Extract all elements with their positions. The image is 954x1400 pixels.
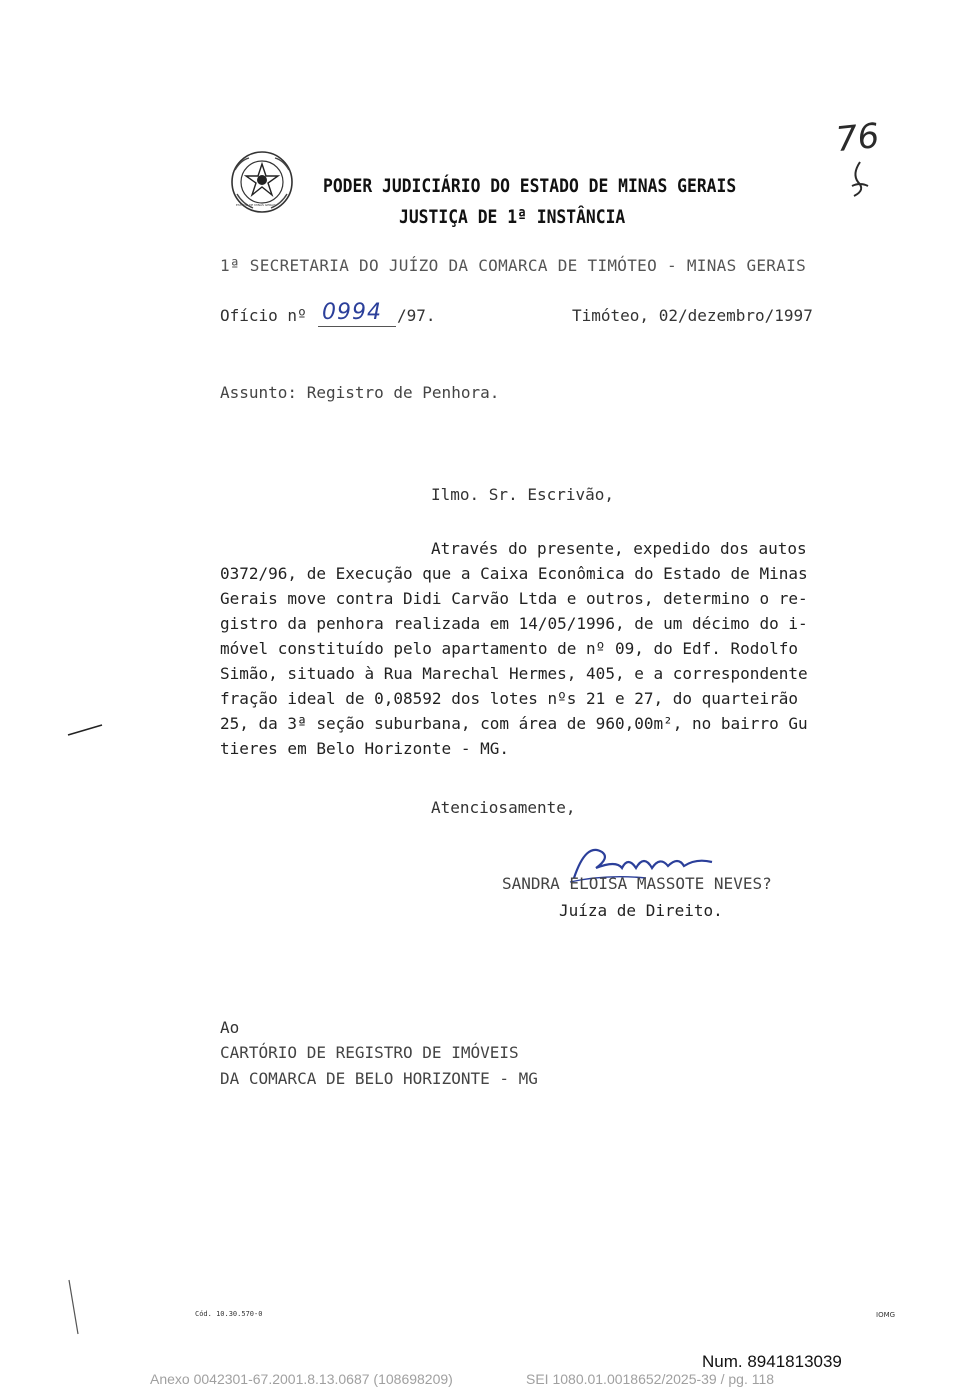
footer-anexo: Anexo 0042301-67.2001.8.13.0687 (108698209) [150,1371,453,1387]
body-line-4: gistro da penhora realizada em 14/05/1996, de um décimo do i- [220,614,808,633]
recipient-line1: Ao [220,1018,240,1037]
seal-inscription: ESTADO DE MINAS GERAIS [236,203,276,207]
place-date: Timóteo, 02/dezembro/1997 [572,306,813,325]
signatory-name: SANDRA ELOISA MASSOTE NEVES? [502,874,772,893]
oficio-label: Ofício nº [220,306,307,325]
subject-line: Assunto: Registro de Penhora. [220,383,500,402]
body-line-6: Simão, situado à Rua Marechal Hermes, 405, e a correspondente [220,664,808,683]
oficio-number-underline [318,326,396,327]
handwritten-rubric-icon [846,160,872,204]
closing: Atenciosamente, [431,798,576,817]
margin-mark [66,722,106,742]
recipient-line2: CARTÓRIO DE REGISTRO DE IMÓVEIS [220,1043,519,1062]
oficio-number-handwritten: 0994 [322,300,382,325]
header-title-line1: PODER JUDICIÁRIO DO ESTADO DE MINAS GERAIS [323,175,737,197]
body-line-9: tieres em Belo Horizonte - MG. [220,739,509,758]
handwritten-page-number: 76 [834,115,882,161]
body-line-8: 25, da 3ª seção suburbana, com área de 960,00m², no bairro Gu [220,714,808,733]
body-line-2: 0372/96, de Execução que a Caixa Econômica do Estado de Minas [220,564,808,583]
oficio-year: /97. [397,306,436,325]
body-line-3: Gerais move contra Didi Carvão Ltda e outros, determino o re- [220,589,808,608]
form-code-right: IOMG [876,1311,896,1319]
footer-sei: SEI 1080.01.0018652/2025-39 / pg. 118 [526,1371,775,1387]
header-title-line2: JUSTIÇA DE 1ª INSTÂNCIA [399,206,626,228]
salutation: Ilmo. Sr. Escrivão, [431,485,615,504]
body-line-5: móvel constituído pelo apartamento de nº 09, do Edf. Rodolfo [220,639,798,658]
body-line-1: Através do presente, expedido dos autos [431,539,807,558]
body-line-7: fração ideal de 0,08592 dos lotes nºs 21 e 27, do quarteirão [220,689,798,708]
secretaria-line: 1ª SECRETARIA DO JUÍZO DA COMARCA DE TIMÓTEO - MINAS GERAIS [220,256,807,275]
page-edge-line [66,1278,82,1342]
document-number: Num. 8941813039 [702,1352,842,1371]
signatory-title: Juíza de Direito. [559,901,723,920]
form-code-left: Cód. 10.30.570-0 [195,1310,263,1318]
recipient-line3: DA COMARCA DE BELO HORIZONTE - MG [220,1069,538,1088]
